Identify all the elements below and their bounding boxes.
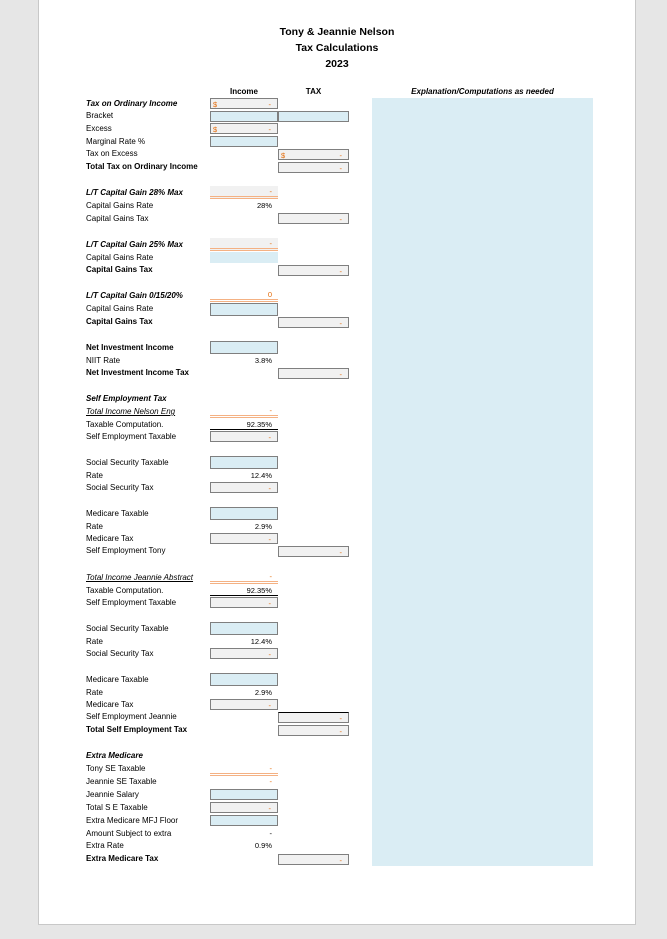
cell-value: - [268, 804, 271, 813]
label-medicare-tax-jeannie: Medicare Tax [86, 700, 134, 709]
label-medicare-rate-jeannie: Rate [86, 688, 103, 697]
total-income-tony-cell[interactable] [210, 405, 278, 418]
label-bracket: Bracket [86, 111, 114, 120]
medicare-tax-tony-cell[interactable] [210, 533, 278, 544]
total-tax-ordinary-cell[interactable] [278, 162, 349, 173]
cg-tax-01520-cell[interactable] [278, 317, 349, 328]
label-total-se-taxable: Total S E Taxable [86, 803, 148, 812]
label-cg-rate-01520: Capital Gains Rate [86, 304, 154, 313]
total-se-tax-cell[interactable] [278, 725, 349, 736]
label-cg-tax-25: Capital Gains Tax [86, 265, 153, 274]
niit-tax-cell[interactable] [278, 368, 349, 379]
label-taxable-comp-tony: Taxable Computation. [86, 420, 164, 429]
label-se-taxable-jeannie: Self Employment Taxable [86, 598, 177, 607]
cell-value: - [268, 484, 271, 493]
cell-value: - [269, 406, 272, 415]
label-excess: Excess [86, 124, 112, 133]
cell-value: 92.35% [246, 586, 272, 595]
cell-value: - [339, 370, 342, 379]
cell-value: - [268, 433, 271, 442]
extra-rate-cell [210, 840, 278, 851]
se-taxable-tony-cell[interactable] [210, 431, 278, 442]
bracket-tax-input[interactable] [278, 111, 349, 122]
cell-value: 0 [267, 290, 272, 299]
se-taxable-jeannie-cell[interactable] [210, 597, 278, 608]
ss-rate-jeannie-cell [210, 636, 278, 647]
cell-value: - [269, 187, 272, 196]
label-total-income-tony: Total Income Nelson Eng [86, 407, 176, 416]
ltcg-28-cell[interactable] [210, 186, 278, 199]
extra-medicare-tax-cell[interactable] [278, 854, 349, 865]
label-cg-rate-25: Capital Gains Rate [86, 253, 154, 262]
medicare-tax-jeannie-cell[interactable] [210, 699, 278, 710]
cell-value: - [339, 267, 342, 276]
cell-value: - [339, 548, 342, 557]
label-cg-rate-28: Capital Gains Rate [86, 201, 154, 210]
cg-rate-25-input[interactable] [210, 252, 278, 263]
medicare-taxable-tony-input[interactable] [210, 507, 278, 520]
cell-value: - [268, 650, 271, 659]
cell-value: - [339, 215, 342, 224]
niit-rate-cell [210, 355, 278, 366]
label-ltcg-01520: L/T Capital Gain 0/15/20% [86, 291, 183, 300]
cell-value: - [269, 764, 272, 773]
cg-rate-01520-input[interactable] [210, 303, 278, 316]
cell-value: 28% [256, 201, 272, 210]
jeannie-salary-input[interactable] [210, 789, 278, 800]
label-ss-rate-tony: Rate [86, 471, 103, 480]
total-se-taxable-cell[interactable] [210, 802, 278, 813]
ss-rate-tony-cell [210, 470, 278, 481]
ltcg-01520-cell[interactable] [210, 289, 278, 302]
cell-value: - [339, 856, 342, 865]
label-se-tax: Self Employment Tax [86, 394, 167, 403]
medicare-taxable-jeannie-input[interactable] [210, 673, 278, 686]
ordinary-income-cell[interactable] [210, 98, 278, 109]
label-ss-taxable-jeannie: Social Security Taxable [86, 624, 169, 633]
cell-value: - [269, 572, 272, 581]
cell-value: 3.8% [254, 356, 272, 365]
label-taxable-comp-jeannie: Taxable Computation. [86, 586, 164, 595]
label-extra-rate: Extra Rate [86, 841, 124, 850]
label-tax-ordinary-income: Tax on Ordinary Income [86, 99, 178, 108]
ss-tax-jeannie-cell[interactable] [210, 648, 278, 659]
cell-value: - [268, 100, 271, 109]
label-ss-rate-jeannie: Rate [86, 637, 103, 646]
cell-value: 2.9% [254, 522, 272, 531]
tax-worksheet [38, 0, 636, 925]
amount-subject-cell [210, 828, 278, 839]
taxable-comp-jeannie-cell [210, 585, 278, 596]
cell-value: - [268, 535, 271, 544]
label-total-income-jeannie: Total Income Jeannie Abstract [86, 573, 194, 582]
se-jeannie-cell[interactable] [278, 712, 349, 723]
explanation-area[interactable] [372, 98, 593, 866]
medicare-rate-jeannie-cell [210, 687, 278, 698]
cell-value: 0.9% [254, 841, 272, 850]
label-marginal-rate: Marginal Rate % [86, 137, 146, 146]
label-tony-se-taxable: Tony SE Taxable [86, 764, 146, 773]
total-income-jeannie-cell[interactable] [210, 571, 278, 584]
cg-rate-28-cell [210, 200, 278, 211]
cell-value: - [269, 777, 272, 786]
label-jeannie-se-taxable: Jeannie SE Taxable [86, 777, 157, 786]
column-header-explanation: Explanation/Computations as needed [411, 87, 554, 96]
label-cg-tax-01520: Capital Gains Tax [86, 317, 153, 326]
label-se-jeannie: Self Employment Jeannie [86, 712, 177, 721]
label-mfj-floor: Extra Medicare MFJ Floor [86, 816, 179, 825]
label-se-taxable-tony: Self Employment Taxable [86, 432, 177, 441]
label-ss-taxable-tony: Social Security Taxable [86, 458, 169, 467]
se-tony-cell[interactable] [278, 546, 349, 557]
label-total-tax-ordinary: Total Tax on Ordinary Income [86, 162, 198, 171]
tax-on-excess-cell[interactable] [278, 149, 349, 160]
label-net-investment-income: Net Investment Income [86, 343, 174, 352]
cell-value: - [339, 151, 342, 160]
label-jeannie-salary: Jeannie Salary [86, 790, 139, 799]
cell-value: - [269, 829, 272, 838]
dollar-sign: $ [213, 125, 218, 134]
label-tax-on-excess: Tax on Excess [86, 149, 138, 158]
cell-value: - [339, 164, 342, 173]
label-amount-subject: Amount Subject to extra [86, 829, 172, 838]
title-subtitle: Tax Calculations [295, 42, 379, 54]
cell-value: 12.4% [250, 637, 272, 646]
label-medicare-rate-tony: Rate [86, 522, 103, 531]
cell-value: - [269, 239, 272, 248]
jeannie-se-taxable-cell[interactable] [210, 776, 278, 787]
label-niit-tax: Net Investment Income Tax [86, 368, 189, 377]
cell-value: - [268, 701, 271, 710]
cell-value: 92.35% [246, 420, 272, 429]
label-ltcg-25: L/T Capital Gain 25% Max [86, 240, 183, 249]
dollar-sign: $ [281, 151, 286, 160]
label-ltcg-28: L/T Capital Gain 28% Max [86, 188, 183, 197]
cell-value: - [268, 599, 271, 608]
label-total-se-tax: Total Self Employment Tax [86, 725, 188, 734]
label-extra-medicare: Extra Medicare [86, 751, 143, 760]
label-extra-medicare-tax: Extra Medicare Tax [86, 854, 159, 863]
label-medicare-taxable-tony: Medicare Taxable [86, 509, 149, 518]
label-medicare-tax-tony: Medicare Tax [86, 534, 134, 543]
bracket-income-input[interactable] [210, 111, 278, 122]
cg-tax-28-cell[interactable] [278, 213, 349, 224]
taxable-comp-tony-cell [210, 419, 278, 430]
ltcg-25-cell[interactable] [210, 238, 278, 251]
label-cg-tax-28: Capital Gains Tax [86, 214, 149, 223]
label-ss-tax-jeannie: Social Security Tax [86, 649, 154, 658]
label-ss-tax-tony: Social Security Tax [86, 483, 154, 492]
cg-tax-25-cell[interactable] [278, 265, 349, 276]
marginal-rate-input[interactable] [210, 136, 278, 147]
ss-taxable-jeannie-input[interactable] [210, 622, 278, 635]
cell-value: 2.9% [254, 688, 272, 697]
column-header-tax: TAX [305, 87, 322, 96]
label-se-tony: Self Employment Tony [86, 546, 166, 555]
nii-input[interactable] [210, 341, 278, 354]
title-year: 2023 [325, 58, 349, 70]
ss-taxable-tony-input[interactable] [210, 456, 278, 469]
column-header-income: Income [229, 87, 258, 96]
dollar-sign: $ [213, 100, 218, 109]
excess-cell[interactable] [210, 123, 278, 134]
label-niit-rate: NIIT Rate [86, 356, 121, 365]
title-names: Tony & Jeannie Nelson [279, 26, 395, 38]
mfj-floor-input[interactable] [210, 815, 278, 826]
label-medicare-taxable-jeannie: Medicare Taxable [86, 675, 149, 684]
tony-se-taxable-cell[interactable] [210, 763, 278, 776]
medicare-rate-tony-cell [210, 521, 278, 532]
cell-value: - [268, 125, 271, 134]
cell-value: - [339, 727, 342, 736]
cell-value: - [339, 319, 342, 328]
cell-value: 12.4% [250, 471, 272, 480]
ss-tax-tony-cell[interactable] [210, 482, 278, 493]
cell-value: - [339, 714, 342, 723]
